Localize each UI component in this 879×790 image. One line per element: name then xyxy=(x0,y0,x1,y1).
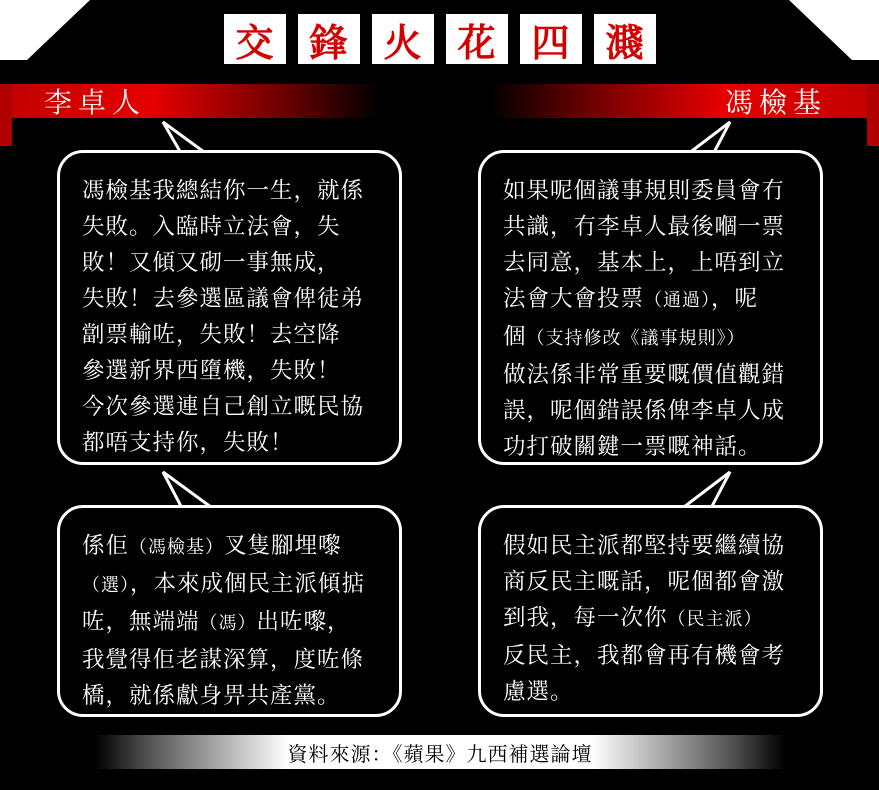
quote-line: 商反民主嘅話，呢個都會激 xyxy=(503,569,786,595)
quote-annotation: （民主派） xyxy=(667,609,763,630)
quote-bubble-bottom-right xyxy=(478,505,823,717)
quote-line: 我覺得佢老謀深算，度咗條 xyxy=(82,647,365,673)
quote-line: 假如民主派都堅持要繼續協 xyxy=(503,533,786,559)
quote-line: 共識，冇李卓人最後嗰一票 xyxy=(503,214,786,240)
bar-edge-right xyxy=(867,84,879,146)
source-text: 資料來源：《蘋果》九西補選論壇 xyxy=(287,741,593,766)
source-credit xyxy=(95,735,785,769)
quote-line xyxy=(503,600,802,638)
quote-line xyxy=(82,604,381,642)
speaker-name-right: 馮檢基 xyxy=(724,86,827,119)
bubble-tail-bottom-left xyxy=(155,470,245,510)
quote-line xyxy=(82,566,381,604)
quote-fragment: ，呢 xyxy=(711,286,759,312)
quote-line xyxy=(503,319,802,357)
quote-fragment: ，本來成個民主派傾掂 xyxy=(130,571,366,597)
quote-annotation: （通過） xyxy=(644,290,712,311)
quote-line: 做法係非常重要嘅價值觀錯 xyxy=(503,362,786,388)
quote-line: 橋，就係獻身畀共產黨。 xyxy=(82,683,341,709)
quote-annotation: （馮） xyxy=(199,613,257,634)
speaker-bar-left xyxy=(0,84,380,118)
quote-line: 如果呢個議事規則委員會冇 xyxy=(503,178,786,204)
quote-line: 功打破關鍵一票嘅神話。 xyxy=(503,434,762,460)
title-char: 火 xyxy=(372,14,434,64)
quote-line xyxy=(82,528,381,566)
quote-line: 慮選。 xyxy=(503,679,574,705)
quote-bubble-top-right xyxy=(478,150,823,465)
quote-bubble-bottom-left xyxy=(57,505,402,717)
quote-fragment: 咗，無端端 xyxy=(82,609,200,635)
quote-fragment: 法會大會投票 xyxy=(503,286,645,312)
quote-fragment: 出咗嚟， xyxy=(256,609,351,635)
quote-annotation: （支持修改《議事規則》） xyxy=(526,328,746,349)
speaker-bar-right xyxy=(489,84,879,118)
quote-fragment: 到我，每一次你 xyxy=(503,605,668,631)
quote-bubble-top-left xyxy=(57,150,402,465)
quote-line xyxy=(503,281,802,319)
title-char: 四 xyxy=(520,14,582,64)
title-char: 鋒 xyxy=(298,14,360,64)
bar-edge-left xyxy=(0,84,12,146)
title-char: 交 xyxy=(224,14,286,64)
quote-text: 馮檢基我總結你一生，就係 失敗。入臨時立法會，失 敗！又傾又砌一事無成， 失敗！去參選區議會俾徒弟 劏票輸咗，失敗！去空降 參選新界西墮機，失敗！ 今次參選連自己創立嘅民協 都唔支持你，失敗！ xyxy=(82,178,365,456)
quote-line: 反民主，我都會再有機會考 xyxy=(503,643,786,669)
quote-line: 誤，呢個錯誤係俾李卓人成 xyxy=(503,398,786,424)
quote-fragment: 係佢 xyxy=(82,533,130,559)
quote-annotation: （選） xyxy=(82,575,130,596)
title xyxy=(0,14,879,64)
quote-fragment: 叉隻腳埋嚟 xyxy=(224,533,342,559)
bubble-tail-bottom-right xyxy=(660,470,740,510)
quote-line: 去同意，基本上，上唔到立 xyxy=(503,250,786,276)
title-char: 花 xyxy=(446,14,508,64)
quote-fragment: 個 xyxy=(503,324,527,350)
quote-annotation: （馮檢基） xyxy=(129,537,225,558)
title-char: 濺 xyxy=(594,14,656,64)
speaker-name-left: 李卓人 xyxy=(44,86,147,119)
